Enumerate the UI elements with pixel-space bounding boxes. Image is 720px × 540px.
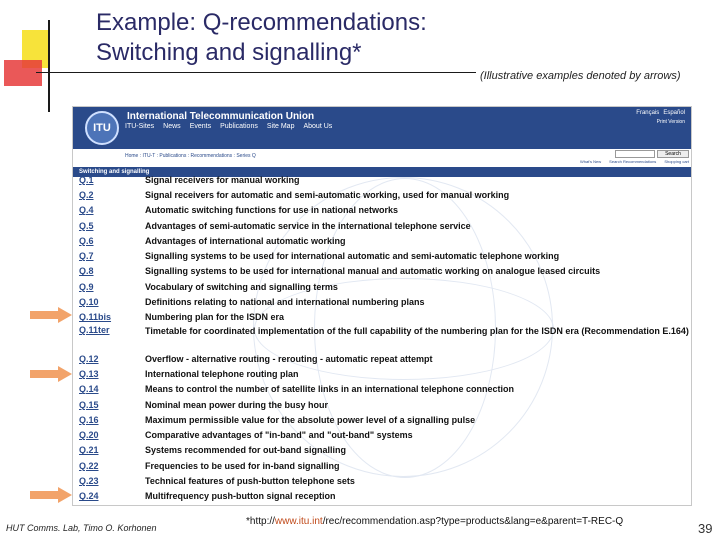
table-row xyxy=(73,412,692,427)
recommendation-code-link[interactable]: Q.9 xyxy=(79,281,94,292)
table-row xyxy=(73,279,692,294)
recommendation-title: Overflow - alternative routing - rerouting - automatic repeat attempt xyxy=(145,353,433,364)
recommendation-code-link[interactable]: Q.10 xyxy=(79,297,99,308)
table-row xyxy=(73,218,692,233)
recommendation-code-link[interactable]: Q.11bis xyxy=(79,312,112,323)
arrow-icon xyxy=(30,367,72,381)
recommendation-code-link[interactable]: Q.8 xyxy=(79,266,94,277)
recommendation-code-link[interactable]: Q.20 xyxy=(79,430,99,441)
lang-espanol[interactable]: Español xyxy=(663,110,685,116)
whats-new-link[interactable]: What's New xyxy=(579,159,602,164)
recommendation-code-link[interactable]: Q.6 xyxy=(79,235,94,246)
recommendation-title: Advantages of semi-automatic service in the international telephone service xyxy=(145,220,471,231)
recommendation-code-link[interactable]: Q.24 xyxy=(79,491,99,502)
table-row xyxy=(73,427,692,442)
recommendation-code-link[interactable]: Q.1 xyxy=(79,174,94,185)
table-row xyxy=(73,443,692,458)
shopping-cart-link[interactable]: Shopping cart xyxy=(664,159,689,164)
footer-url xyxy=(246,516,623,527)
recommendation-title: Definitions relating to national and international numbering plans xyxy=(145,297,425,308)
nav-site-map[interactable]: Site Map xyxy=(266,123,295,130)
table-row xyxy=(73,172,692,187)
breadcrumb[interactable]: Home : ITU-T : Publications : Recommendations : Series Q xyxy=(125,153,256,159)
itu-header xyxy=(73,107,691,149)
recommendation-code-link[interactable]: Q.13 xyxy=(79,368,99,379)
recommendation-code-link[interactable]: Q.2 xyxy=(79,189,94,200)
footer-credit: HUT Comms. Lab, Timo O. Korhonen xyxy=(6,523,157,533)
search-input[interactable] xyxy=(615,150,655,158)
slide-title-line-2: Switching and signalling* xyxy=(96,39,362,66)
recommendation-list xyxy=(73,172,692,504)
recommendation-code-link[interactable]: Q.11ter xyxy=(79,324,110,335)
footer-url-host[interactable]: www.itu.int xyxy=(274,516,323,527)
slide-title xyxy=(96,8,427,68)
recommendation-code-link[interactable]: Q.5 xyxy=(79,220,94,231)
arrow-icon xyxy=(30,488,72,502)
table-row xyxy=(73,473,692,488)
itu-logo-icon[interactable]: ITU xyxy=(85,111,119,145)
nav-publications[interactable]: Publications xyxy=(220,123,258,130)
search-recommendations-link[interactable]: Search Recommendations xyxy=(609,159,657,164)
recommendation-code-link[interactable]: Q.21 xyxy=(79,445,99,456)
decorative-horizontal-line xyxy=(36,72,476,73)
recommendation-title: Systems recommended for out-band signalling xyxy=(145,445,347,456)
recommendation-title: Signal receivers for automatic and semi-automatic working, used for manual working xyxy=(145,189,510,200)
table-row xyxy=(73,458,692,473)
table-row xyxy=(73,366,692,381)
table-row xyxy=(73,294,692,309)
itu-nav xyxy=(125,123,332,130)
section-title: Switching and signalling xyxy=(73,167,691,177)
itu-org-name: International Telecommunication Union xyxy=(127,111,315,122)
table-row xyxy=(73,203,692,218)
table-row xyxy=(73,233,692,248)
recommendation-title: Numbering plan for the ISDN era xyxy=(145,312,285,323)
table-row xyxy=(73,248,692,263)
table-row xyxy=(73,264,692,279)
recommendation-code-link[interactable]: Q.15 xyxy=(79,399,99,410)
nav-itu-sites[interactable]: ITU-Sites xyxy=(125,123,155,130)
recommendation-title: Signalling systems to be used for international manual and automatic working on analogue leased circuits xyxy=(145,266,601,277)
slide-note: (Illustrative examples denoted by arrows) xyxy=(480,70,681,82)
table-row xyxy=(73,187,692,202)
recommendation-title: International telephone routing plan xyxy=(145,368,299,379)
lang-francais[interactable]: Français xyxy=(636,110,660,116)
recommendation-title: Frequencies to be used for in-band signalling xyxy=(145,460,340,471)
recommendation-title: Automatic switching functions for use in national networks xyxy=(145,205,399,216)
recommendation-code-link[interactable]: Q.12 xyxy=(79,353,99,364)
table-row xyxy=(73,397,692,412)
recommendation-code-link[interactable]: Q.14 xyxy=(79,384,99,395)
language-links xyxy=(636,110,685,116)
recommendation-title: Timetable for coordinated implementation of the full capability of the numbering plan for the ISDN era (Recommendation E.164) xyxy=(145,325,689,336)
recommendation-title: Nominal mean power during the busy hour xyxy=(145,399,329,410)
breadcrumb-bar xyxy=(73,149,691,167)
decorative-vertical-line xyxy=(48,20,50,112)
recommendation-title: Comparative advantages of "in-band" and "out-band" systems xyxy=(145,430,413,441)
page-number: 39 xyxy=(698,521,713,536)
recommendation-title: Signalling systems to be used for international automatic and semi-automatic telephone working xyxy=(145,251,560,262)
footer-url-path: /rec/recommendation.asp?type=products&lang=e&parent=T-REC-Q xyxy=(322,516,624,527)
decorative-red-square xyxy=(4,60,42,86)
recommendation-code-link[interactable]: Q.4 xyxy=(79,205,94,216)
itu-web-screenshot xyxy=(72,106,692,506)
recommendation-code-link[interactable]: Q.16 xyxy=(79,414,99,425)
recommendation-title: Advantages of international automatic working xyxy=(145,235,346,246)
recommendation-title: Maximum permissible value for the absolute power level of a signalling pulse xyxy=(145,414,476,425)
search-button[interactable]: Search xyxy=(657,150,689,158)
recommendation-title: Multifrequency push-button signal reception xyxy=(145,491,336,502)
table-row xyxy=(73,310,692,325)
recommendation-code-link[interactable]: Q.22 xyxy=(79,460,99,471)
recommendation-code-link[interactable]: Q.23 xyxy=(79,475,99,486)
recommendation-title: Means to control the number of satellite links in an international telephone connection xyxy=(145,384,515,395)
slide-title-line-1: Example: Q-recommendations: xyxy=(96,9,427,36)
recommendation-title: Signal receivers for manual working xyxy=(145,174,300,185)
table-row xyxy=(73,351,692,366)
recommendation-code-link[interactable]: Q.7 xyxy=(79,251,94,262)
table-row xyxy=(73,382,692,397)
footer-url-prefix: *http:// xyxy=(246,516,275,527)
arrow-icon xyxy=(30,308,72,322)
table-row xyxy=(73,325,692,351)
nav-news[interactable]: News xyxy=(163,123,181,130)
nav-about-us[interactable]: About Us xyxy=(303,123,333,130)
recommendation-title: Vocabulary of switching and signalling terms xyxy=(145,281,338,292)
utility-links xyxy=(580,159,689,164)
nav-events[interactable]: Events xyxy=(189,123,212,130)
recommendation-title: Technical features of push-button telephone sets xyxy=(145,475,355,486)
table-row xyxy=(73,489,692,504)
print-version-link[interactable]: Print Version xyxy=(656,119,685,125)
